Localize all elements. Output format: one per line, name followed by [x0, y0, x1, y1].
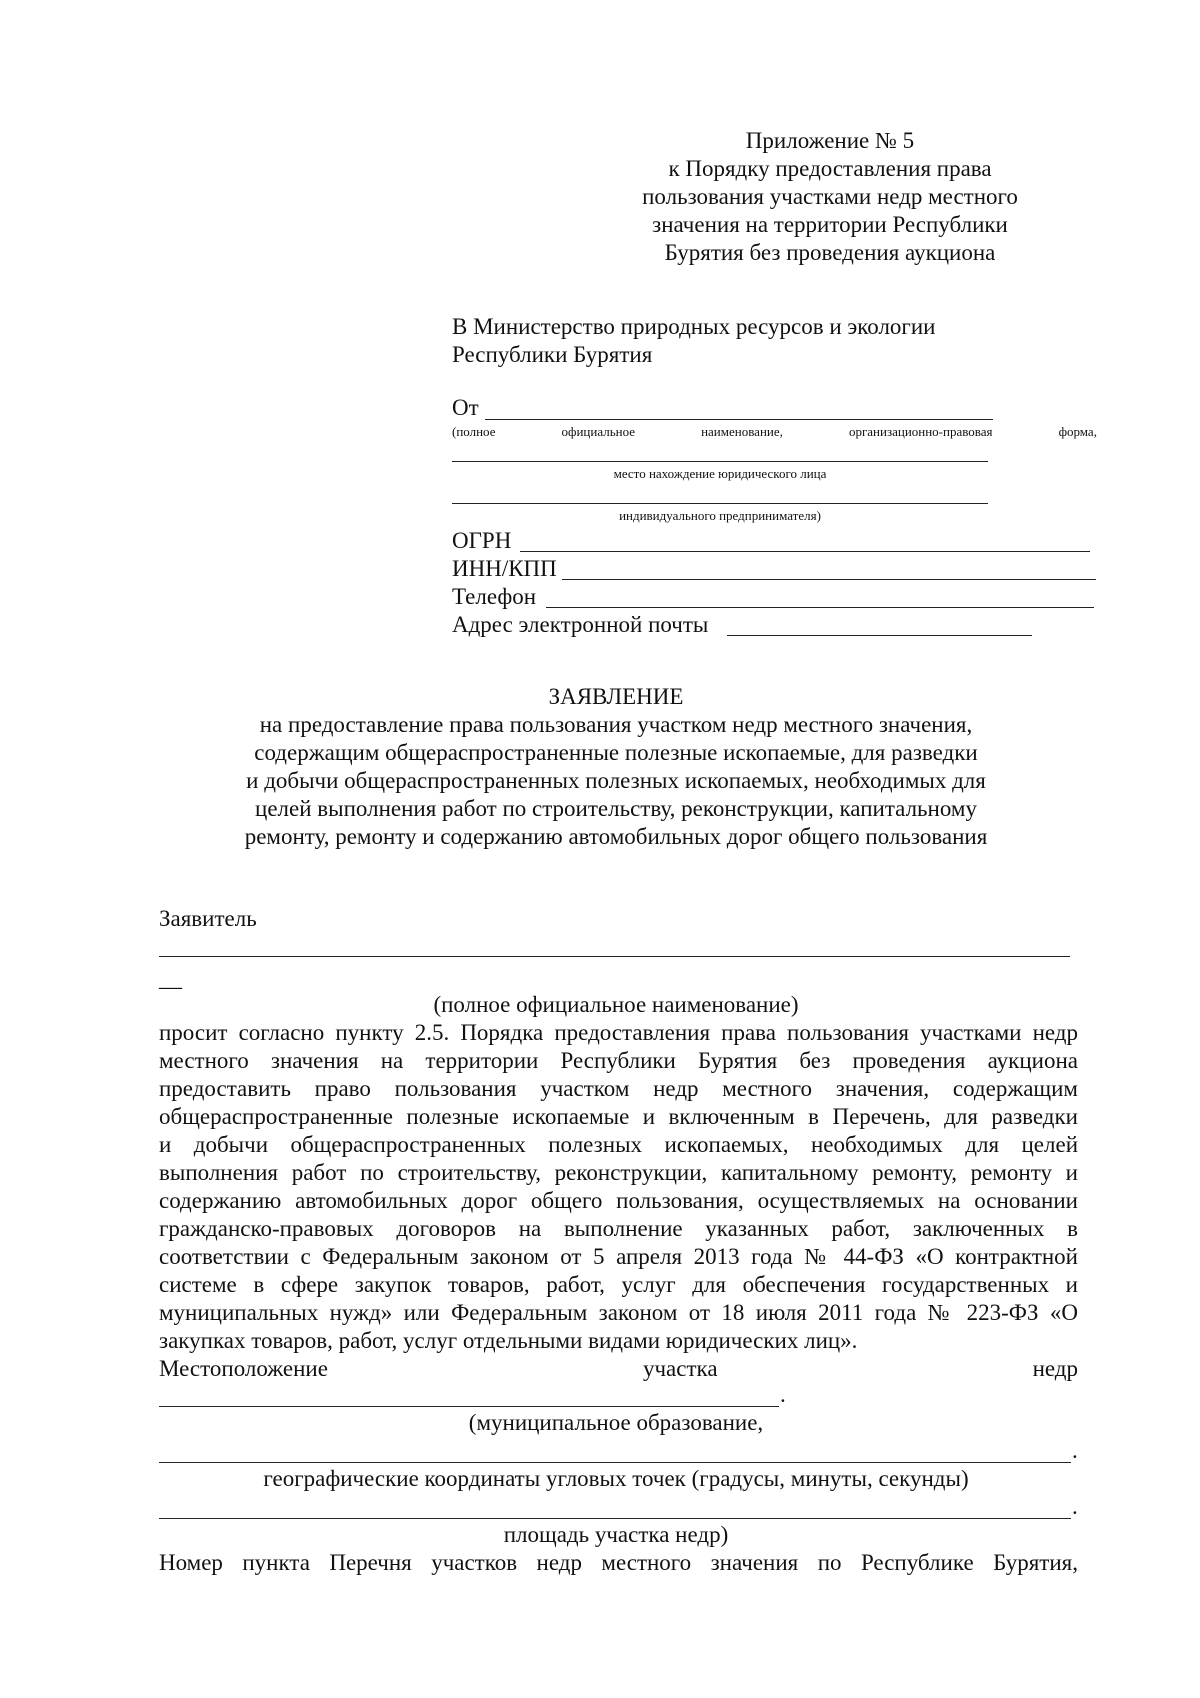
hint-word: организационно-правовая [848, 424, 993, 439]
applicant-field-line[interactable] [159, 956, 1070, 957]
paragraph-line: местного значения на территории Республики Бурятия без проведения аукциона [159, 1048, 1078, 1073]
hint-line-3: индивидуального предпринимателя) [619, 508, 821, 523]
title-heading: ЗАЯВЛЕНИЕ [548, 684, 684, 709]
hint-word: официальное [561, 424, 636, 439]
hint-word: наименование, [701, 424, 783, 439]
entrepreneur-field-line[interactable] [452, 503, 988, 504]
paragraph-line: общераспространенные полезные ископаемые и включенным в Перечень, для разведки [159, 1104, 1078, 1129]
coordinates-period: . [1072, 1438, 1078, 1463]
appendix-line: Приложение № 5 [745, 128, 915, 153]
phone-label: Телефон [452, 584, 537, 609]
ogrn-field-line[interactable] [520, 551, 1090, 552]
appendix-line: Бурятия без проведения аукциона [664, 240, 996, 265]
area-hint: площадь участка недр) [503, 1522, 729, 1547]
hint-line-1 [452, 424, 1097, 439]
appendix-line: значения на территории Республики [652, 212, 1008, 237]
paragraph-line: выполнения работ по строительству, реконструкции, капитальному ремонту, ремонту и [159, 1160, 1078, 1185]
paragraph-line: гражданско-правовых договоров на выполнение указанных работ, заключенных в [159, 1216, 1078, 1241]
paragraph-line: закупках товаров, работ, услуг отдельными видами юридических лиц». [159, 1328, 858, 1353]
title-line: на предоставление права пользования участком недр местного значения, [259, 712, 973, 737]
coordinates-field-line[interactable] [159, 1462, 1071, 1463]
location-label-row [159, 1356, 1078, 1382]
title-line: содержащим общераспространенные полезные ископаемые, для разведки [254, 740, 978, 765]
location-field-line[interactable] [452, 461, 988, 462]
location-word: недр [1032, 1356, 1078, 1381]
phone-field-line[interactable] [546, 607, 1094, 608]
paragraph-line: системе в сфере закупок товаров, работ, услуг для обеспечения государственных и [159, 1272, 1078, 1297]
municipality-hint: (муниципальное образование, [468, 1410, 764, 1435]
municipality-period: . [780, 1382, 786, 1407]
location-word: участка [642, 1356, 718, 1381]
hint-line-2: место нахождение юридического лица [613, 466, 827, 481]
ogrn-label: ОГРН [452, 528, 512, 553]
paragraph-line: содержанию автомобильных дорог общего пользования, осуществляемых на основании [159, 1188, 1078, 1213]
addressee-line: В Министерство природных ресурсов и экологии [452, 314, 936, 339]
title-line: и добычи общераспространенных полезных ископаемых, необходимых для [246, 768, 986, 793]
applicant-dash: __ [159, 966, 182, 991]
paragraph-line: муниципальных нужд» или Федеральным законом от 18 июля 2011 года № 223-ФЗ «О [159, 1300, 1078, 1325]
paragraph-line: предоставить право пользования участком недр местного значения, содержащим [159, 1076, 1078, 1101]
location-word: Местоположение [159, 1356, 328, 1381]
title-line: целей выполнения работ по строительству, реконструкции, капитальному [255, 796, 977, 821]
email-field-line[interactable] [727, 635, 1032, 636]
area-field-line[interactable] [159, 1518, 1071, 1519]
paragraph-line: просит согласно пункту 2.5. Порядка предоставления права пользования участками недр [159, 1020, 1078, 1045]
hint-word: форма, [1058, 424, 1097, 439]
email-label: Адрес электронной почты [452, 612, 709, 637]
paragraph-line: и добычи общераспространенных полезных ископаемых, необходимых для целей [159, 1132, 1078, 1157]
coordinates-hint: географические координаты угловых точек (градусы, минуты, секунды) [263, 1466, 969, 1491]
appendix-line: к Порядку предоставления права [668, 156, 992, 181]
title-line: ремонту, ремонту и содержанию автомобильных дорог общего пользования [244, 824, 988, 849]
paragraph-line: соответствии с Федеральным законом от 5 апреля 2013 года № 44-ФЗ «О контрактной [159, 1244, 1078, 1269]
inn-kpp-label: ИНН/КПП [452, 556, 557, 581]
appendix-line: пользования участками недр местного [642, 184, 1018, 209]
list-number-line: Номер пункта Перечня участков недр местного значения по Республике Бурятия, [159, 1550, 1078, 1575]
from-field-line[interactable] [485, 419, 993, 420]
applicant-label: Заявитель [159, 906, 257, 931]
hint-word: (полное [452, 424, 496, 439]
area-period: . [1072, 1494, 1078, 1519]
applicant-hint: (полное официальное наименование) [433, 992, 799, 1017]
addressee-line: Республики Бурятия [452, 342, 653, 367]
municipality-field-line[interactable] [159, 1406, 779, 1407]
from-label: От [452, 395, 479, 420]
inn-kpp-field-line[interactable] [562, 579, 1096, 580]
